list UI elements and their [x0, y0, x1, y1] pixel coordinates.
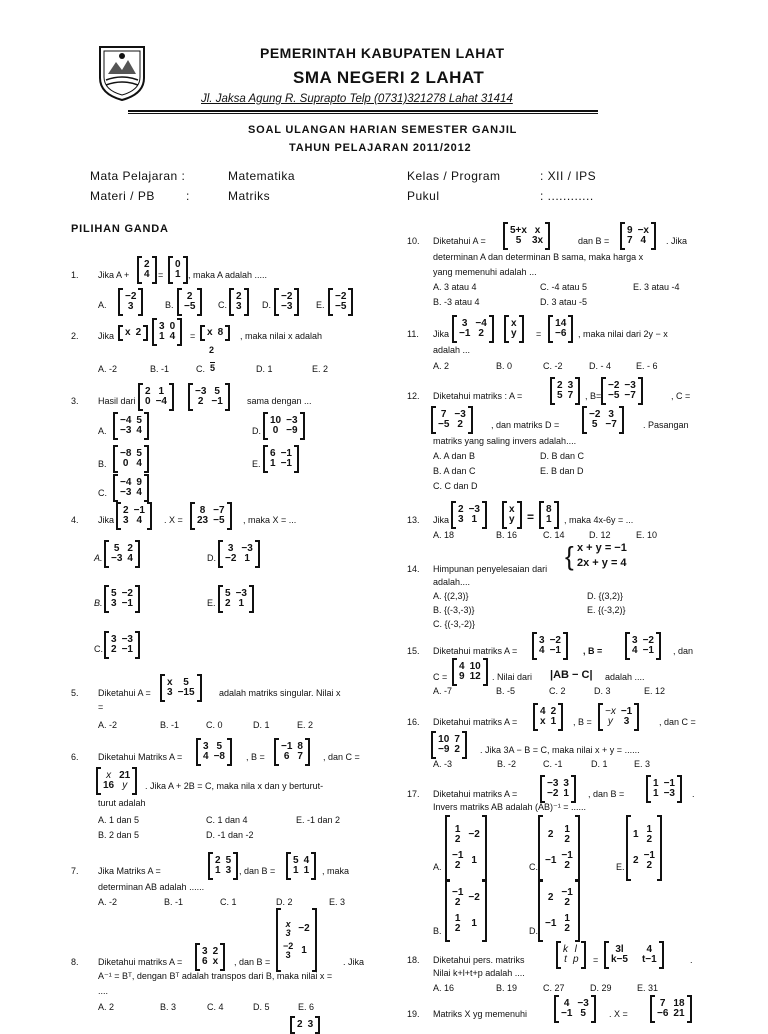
q1-option-matrix: −2 −5	[328, 288, 353, 316]
q14-equation-1: x + y = −1	[577, 542, 627, 554]
q15-option-c: C. 2	[549, 686, 566, 696]
q4-text-b: . X =	[164, 515, 183, 525]
q15-matrix: 3 −2 4 −1	[625, 632, 661, 660]
header-rule-thin	[128, 113, 598, 114]
q1-option-matrix: −2 3	[118, 288, 143, 316]
exam-year: TAHUN PELAJARAN 2011/2012	[289, 142, 472, 154]
q6-text-d: . Jika A + 2B = C, maka nila x dan y berturut-	[145, 781, 324, 791]
q14-number: 14.	[407, 564, 420, 574]
q14-option-e: E. {(-3,2)}	[587, 605, 626, 615]
q17-text-b: , dan B =	[588, 789, 625, 799]
q17-option-matrix: 2 1 2 −1 −1 2	[538, 815, 580, 881]
q11-matrix: x y	[504, 315, 524, 343]
q8-text-a: Diketahui matriks A =	[98, 957, 183, 967]
q6-option-b: B. 2 dan 5	[98, 830, 140, 840]
q11-option-a: A. 2	[433, 361, 450, 371]
q6-text-c: , dan C =	[323, 752, 360, 762]
q14-option-c: C. {(-3,-2)}	[433, 619, 476, 629]
q1-matrix: 0 1	[168, 256, 188, 284]
q6-number: 6.	[71, 752, 79, 762]
q1-option-matrix: 2 −5	[177, 288, 202, 316]
q12-option-c: C. C dan D	[433, 481, 478, 491]
q14-option-a: A. {(2,3)}	[433, 591, 469, 601]
q17-text-d: Invers matriks AB adalah (AB)⁻¹ = ......	[433, 802, 587, 812]
subject-value: Matematika	[228, 169, 296, 183]
q17-option-b: B.	[433, 926, 442, 936]
q10-number: 10.	[407, 236, 420, 246]
gov-title: PEMERINTAH KABUPATEN LAHAT	[260, 45, 505, 61]
q18-number: 18.	[407, 955, 420, 965]
q1-text-c: , maka A adalah .....	[188, 270, 268, 280]
q8-number: 8.	[71, 957, 79, 967]
q16-matrix: −x −1 y 3	[598, 703, 639, 731]
q6-option-c: C. 1 dan 4	[206, 815, 248, 825]
q17-option-matrix: −1 2 −2 1 2 1	[445, 880, 487, 942]
q7-text-c: , maka	[322, 866, 350, 876]
q16-text-b: , B =	[573, 717, 592, 727]
q5-matrix: x 5 3 −15	[160, 674, 202, 702]
q2-text-a: Jika	[98, 331, 115, 341]
material-value: Matriks	[228, 189, 271, 203]
q11-matrix: 14 −6	[548, 315, 573, 343]
q17-text-c: .	[692, 789, 695, 799]
q14-option-b: B. {(-3,-3)}	[433, 605, 475, 615]
q17-option-matrix: 2 −1 2 −1 1 2	[538, 880, 580, 942]
q10-text-d: determinan A dan determinan B sama, maka harga x	[433, 252, 644, 262]
q16-text-a: Diketahui matriks A =	[433, 717, 518, 727]
q13-matrix: 8 1	[539, 501, 559, 529]
material-label: Materi / PB	[90, 189, 155, 203]
q8-option-b: B. 3	[160, 1002, 177, 1012]
q4-text-c: , maka X = ...	[243, 515, 297, 525]
q17-matrix: −3 3 −2 1	[540, 775, 576, 803]
q10-option-a: A. 3 atau 4	[433, 282, 477, 292]
q7-option-a: A. -2	[98, 897, 118, 907]
q3-number: 3.	[71, 396, 79, 406]
q8-text-c: . Jika	[343, 957, 365, 967]
q19-matrix: 4 −3 −1 5	[554, 995, 596, 1023]
q6-matrix: −1 8 6 7	[274, 738, 310, 766]
q7-number: 7.	[71, 866, 79, 876]
school-logo	[96, 44, 148, 102]
q12-option-d: D. B dan C	[540, 451, 585, 461]
q3-text-c: sama dengan ...	[247, 396, 312, 406]
q8-option-a: A. 2	[98, 1002, 115, 1012]
q17-option-matrix: 1 1 2 2 −1 2	[626, 815, 662, 881]
q12-text-a: Diketahui matriks : A =	[433, 391, 523, 401]
q12-text-c: , C =	[671, 391, 691, 401]
q11-option-b: B. 0	[496, 361, 513, 371]
q13-option-e: E. 10	[636, 530, 658, 540]
q10-text-b: dan B =	[578, 236, 610, 246]
q7-text-a: Jika Matriks A =	[98, 866, 161, 876]
q1-text-a: Jika A +	[98, 270, 130, 280]
q19-text-a: Matriks X yg memenuhi	[433, 1009, 528, 1019]
q3-matrix: 2 1 0 −4	[138, 383, 174, 411]
q4-matrix: 8 −7 23 −5	[190, 502, 232, 530]
q6-matrix: x 21 16 y	[96, 767, 137, 795]
q8-text-d: A⁻¹ = Bᵀ, dengan Bᵀ adalah transpos dari B, maka nilai x =	[98, 971, 333, 981]
q15-text-g: adalah ....	[605, 672, 645, 682]
q1-option-matrix: −2 −3	[274, 288, 299, 316]
q4-option-d: D.	[207, 553, 216, 563]
q13-equals: =	[527, 510, 535, 524]
q5-option-d: D. 1	[253, 720, 270, 730]
q18-option-a: A. 16	[433, 983, 455, 993]
q2-option-c: C.	[196, 364, 205, 374]
q13-option-b: B. 16	[496, 530, 518, 540]
q5-option-b: B. -1	[160, 720, 180, 730]
q11-matrix: 3 −4 −1 2	[452, 315, 494, 343]
exam-title: SOAL ULANGAN HARIAN SEMESTER GANJIL	[248, 124, 518, 136]
q6-text-e: turut adalah	[98, 798, 146, 808]
q18-matrix: k l t p	[556, 941, 586, 969]
q1-option-d: D.	[262, 300, 271, 310]
q14-system-brace: {	[565, 541, 574, 571]
q15-text-a: Diketahui matriks A =	[433, 646, 518, 656]
q11-option-e: E. - 6	[636, 361, 658, 371]
school-title: SMA NEGERI 2 LAHAT	[293, 68, 485, 87]
header-rule	[128, 110, 598, 112]
q3-option-matrix: 10 −3 0 −9	[263, 412, 305, 440]
q4-option-matrix: 5 2 −3 4	[104, 540, 140, 568]
q1-text-b: =	[158, 270, 164, 280]
q8-option-e: E. 6	[298, 1002, 315, 1012]
q16-option-e: E. 3	[634, 759, 651, 769]
q16-text-d: . Jika 3A − B = C, maka nilai x + y = ......	[480, 745, 640, 755]
q12-matrix: −2 3 5 −7	[582, 406, 624, 434]
q3-option-matrix: 6 −1 1 −1	[263, 445, 299, 473]
q13-option-d: D. 12	[589, 530, 611, 540]
q15-number: 15.	[407, 646, 420, 656]
q16-option-a: A. -3	[433, 759, 453, 769]
q18-option-b: B. 19	[496, 983, 518, 993]
q4-option-c: C.	[94, 644, 103, 654]
q3-matrix: −3 5 2 −1	[188, 383, 230, 411]
q18-text-c: .	[690, 955, 693, 965]
q2-number: 2.	[71, 331, 79, 341]
q17-text-a: Diketahui matriks A =	[433, 789, 518, 799]
q10-text-c: . Jika	[666, 236, 688, 246]
q7-option-d: D. 2	[276, 897, 293, 907]
q10-option-b: B. -3 atau 4	[433, 297, 480, 307]
q14-equation-2: 2x + y = 4	[577, 557, 627, 569]
q10-matrix: 5+x x 5 3x	[503, 222, 550, 250]
q1-number: 1.	[71, 270, 79, 280]
q2-matrix: x 8	[200, 325, 230, 341]
q16-text-c: , dan C =	[659, 717, 696, 727]
q6-option-e: E. -1 dan 2	[296, 815, 341, 825]
q12-option-a: A. A dan B	[433, 451, 476, 461]
q2-text-c: , maka nilai x adalah	[240, 331, 323, 341]
q12-text-d: , dan matriks D =	[491, 420, 560, 430]
q13-option-c: C. 14	[543, 530, 565, 540]
q12-text-f: matriks yang saling invers adalah....	[433, 436, 577, 446]
q16-option-d: D. 1	[591, 759, 608, 769]
q19-text-b: . X =	[609, 1009, 628, 1019]
q12-number: 12.	[407, 391, 420, 401]
q2-matrix: 3 0 1 4	[152, 318, 182, 346]
q5-text-c: adalah matriks singular. Nilai x	[219, 688, 341, 698]
q1-option-c: C.	[218, 300, 227, 310]
q15-text-f: |AB − C|	[550, 669, 593, 681]
q8-matrix: 3 2 6 x	[195, 943, 225, 971]
q7-text-d: determinan AB adalah ......	[98, 882, 205, 892]
q15-text-e: . Nilai dari	[492, 672, 533, 682]
q7-option-e: E. 3	[329, 897, 346, 907]
q6-option-d: D. -1 dan -2	[206, 830, 254, 840]
q16-matrix: 10 7 −9 2	[431, 731, 467, 759]
class-label: Kelas / Program	[407, 169, 501, 183]
q17-option-d: D.	[529, 926, 538, 936]
q8-option-d: D. 5	[253, 1002, 270, 1012]
q13-option-a: A. 18	[433, 530, 455, 540]
q2-matrix: x 2	[118, 325, 148, 341]
q4-option-e: E.	[207, 598, 216, 608]
q15-option-a: A. -7	[433, 686, 453, 696]
q3-text-a: Hasil dari	[98, 396, 136, 406]
q15-text-c: , dan	[673, 646, 694, 656]
q8-option-c: C. 4	[207, 1002, 224, 1012]
q4-option-matrix: 3 −3 −2 1	[218, 540, 260, 568]
q10-option-d: D. 3 atau -5	[540, 297, 588, 307]
q2-option-b: B. -1	[150, 364, 170, 374]
q11-text-a: Jika	[433, 329, 450, 339]
q13-number: 13.	[407, 515, 420, 525]
q18-option-c: C. 27	[543, 983, 565, 993]
q6-matrix: 3 5 4 −8	[196, 738, 232, 766]
q8-text-e: ....	[98, 986, 109, 996]
q15-matrix: 4 10 9 12	[452, 658, 488, 686]
q19-number: 19.	[407, 1009, 420, 1019]
q10-text-a: Diketahui A =	[433, 236, 486, 246]
q2-text-b: =	[190, 331, 196, 341]
time-label: Pukul	[407, 189, 440, 203]
q12-matrix: 2 3 5 7	[550, 377, 580, 405]
q1-option-b: B.	[165, 300, 174, 310]
q14-option-d: D. {(3,2)}	[587, 591, 624, 601]
material-colon: :	[186, 189, 190, 203]
q18-text-b: =	[593, 955, 599, 965]
q17-option-e: E.	[616, 862, 625, 872]
q11-text-c: , maka nilai dari 2y − x	[578, 329, 668, 339]
q6-option-a: A. 1 dan 5	[98, 815, 140, 825]
q3-option-d: D.	[252, 426, 261, 436]
q12-option-b: B. A dan C	[433, 466, 476, 476]
q11-text-d: adalah ...	[433, 345, 471, 355]
q13-text-a: Jika	[433, 515, 450, 525]
q7-matrix: 5 4 1 1	[286, 852, 316, 880]
q7-option-c: C. 1	[220, 897, 237, 907]
q18-option-d: D. 29	[590, 983, 612, 993]
q12-text-b: , B=	[585, 391, 602, 401]
q3-option-matrix: −4 9 −3 4	[113, 474, 149, 502]
q6-text-b: , B =	[246, 752, 265, 762]
q14-text-a: Himpunan penyelesaian dari	[433, 564, 548, 574]
q18-text-a: Diketahui pers. matriks	[433, 955, 525, 965]
q18-text-d: Nilai k+l+t+p adalah ....	[433, 968, 525, 978]
q5-text-d: =	[98, 702, 104, 712]
subject-label: Mata Pelajaran :	[90, 169, 186, 183]
q8-matrix-b: x 3 −2 −2 3 1	[276, 908, 317, 972]
q17-option-a: A.	[433, 862, 442, 872]
q5-option-e: E. 2	[297, 720, 314, 730]
q18-option-e: E. 31	[637, 983, 659, 993]
class-value: : XII / IPS	[540, 169, 597, 183]
q8-text-b: , dan B =	[234, 957, 271, 967]
q17-number: 17.	[407, 789, 420, 799]
q16-number: 16.	[407, 717, 420, 727]
q2-option-d: D. 1	[256, 364, 273, 374]
q3-option-a: A.	[98, 426, 107, 436]
q4-matrix: 2 −1 3 4	[116, 502, 152, 530]
q11-text-b: =	[536, 329, 542, 339]
q10-matrix: 9 −x 7 4	[620, 222, 656, 250]
q11-option-c: C. -2	[543, 361, 563, 371]
q12-matrix: −2 −3 −5 −7	[601, 377, 643, 405]
q12-option-e: E. B dan D	[540, 466, 584, 476]
q1-option-matrix: 2 3	[229, 288, 249, 316]
q15-text-d: C =	[433, 672, 448, 682]
q4-option-matrix: 3 −3 2 −1	[104, 631, 140, 659]
q7-matrix: 2 5 1 3	[208, 852, 238, 880]
q15-option-b: B. -5	[496, 686, 516, 696]
q11-option-d: D. - 4	[589, 361, 612, 371]
q1-option-e: E.	[316, 300, 325, 310]
q5-option-a: A. -2	[98, 720, 118, 730]
q10-text-e: yang memenuhi adalah ...	[433, 267, 537, 277]
q3-option-c: C.	[98, 488, 107, 498]
q1-option-a: A.	[98, 300, 107, 310]
q5-text-a: Diketahui A =	[98, 688, 151, 698]
q15-option-e: E. 12	[644, 686, 666, 696]
q10-option-c: C. -4 atau 5	[540, 282, 588, 292]
q7-option-b: B. -1	[164, 897, 184, 907]
q1-matrix: 2 4	[137, 256, 157, 284]
q15-text-b: , B =	[583, 646, 603, 656]
q4-option-a: A.	[94, 553, 103, 563]
q4-option-matrix: 5 −2 3 −1	[104, 585, 140, 613]
q6-text-a: Diketahui Matriks A =	[98, 752, 183, 762]
q3-option-matrix: −4 5 −3 4	[113, 412, 149, 440]
q16-option-b: B. -2	[497, 759, 517, 769]
q3-option-matrix: −8 5 0 4	[113, 445, 149, 473]
q5-option-c: C. 0	[206, 720, 223, 730]
q4-option-b: B.	[94, 598, 103, 608]
q5-number: 5.	[71, 688, 79, 698]
q2-option-e: E. 2	[312, 364, 329, 374]
q17-matrix: 1 −1 1 −3	[646, 775, 682, 803]
q12-text-e: . Pasangan	[643, 420, 689, 430]
q4-number: 4.	[71, 515, 79, 525]
q4-text-a: Jika	[98, 515, 115, 525]
q15-option-d: D. 3	[594, 686, 611, 696]
q13-matrix: 2 −3 3 1	[451, 501, 487, 529]
q16-matrix: 4 2 x 1	[533, 703, 563, 731]
q11-number: 11.	[407, 329, 419, 339]
q14-text-b: adalah....	[433, 577, 471, 587]
q12-matrix: 7 −3 −5 2	[431, 406, 473, 434]
q19-matrix: 7 18 −6 21	[650, 995, 692, 1023]
q2-option-c-value: 5	[210, 363, 216, 373]
q10-option-e: E. 3 atau -4	[633, 282, 680, 292]
time-value: : ............	[540, 189, 594, 203]
q15-matrix: 3 −2 4 −1	[532, 632, 568, 660]
q17-option-matrix: 1 2 −2 −1 2 1	[445, 815, 487, 881]
q13-matrix: x y	[502, 501, 522, 529]
q2-subscript: 2	[209, 345, 215, 355]
q7-text-b: , dan B =	[239, 866, 276, 876]
q2-option-a: A. -2	[98, 364, 118, 374]
section-heading: PILIHAN GANDA	[71, 223, 169, 235]
q16-option-c: C. -1	[543, 759, 563, 769]
q17-option-c: C.	[529, 862, 538, 872]
q4-option-matrix: 5 −3 2 1	[218, 585, 254, 613]
q3-option-b: B.	[98, 459, 107, 469]
q3-option-e: E.	[252, 459, 261, 469]
school-address: Jl. Jaksa Agung R. Suprapto Telp (0731)321278 Lahat 31414	[201, 93, 513, 105]
q8-cutoff-matrix: 2 3	[290, 1016, 320, 1034]
q18-matrix: 3l 4 k−5 t−1	[604, 941, 664, 969]
q13-text-c: , maka 4x-6y = ...	[564, 515, 634, 525]
